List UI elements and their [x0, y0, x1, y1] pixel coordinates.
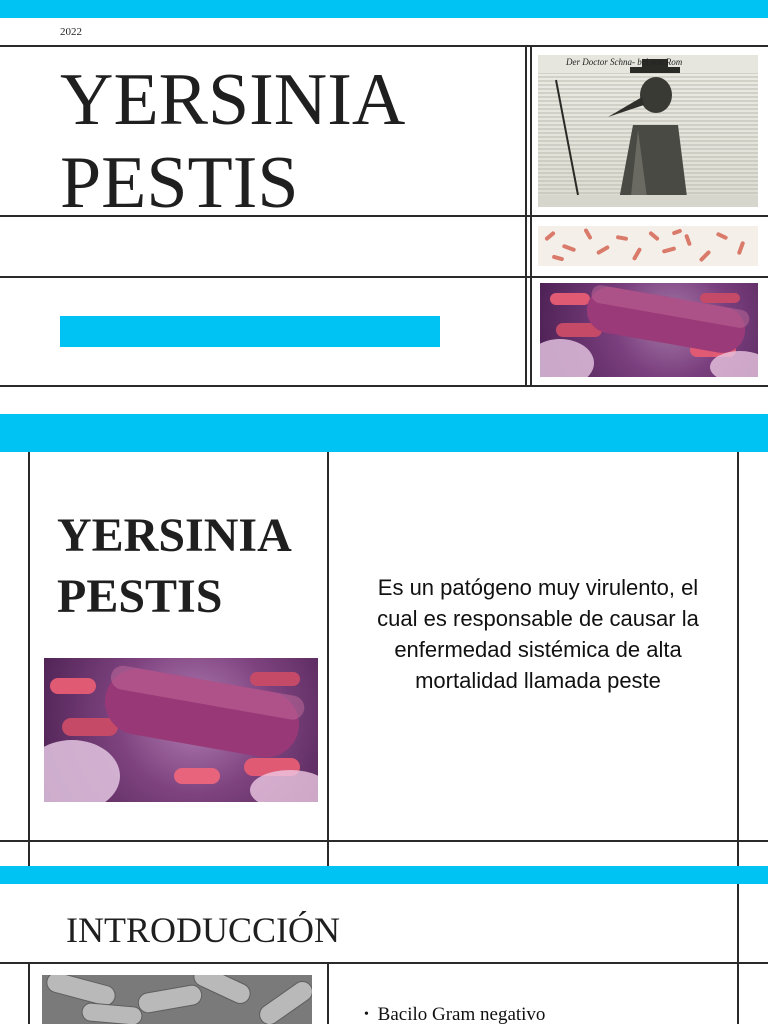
grid-line — [525, 45, 527, 387]
grid-line — [327, 840, 329, 868]
grid-line — [28, 840, 30, 868]
bullet-list — [364, 1004, 545, 1026]
slide-title-line1: YERSINIA — [60, 59, 406, 141]
top-accent-bar — [0, 866, 768, 884]
engraving-caption: Der Doctor Schna- bel von Rom — [566, 57, 683, 67]
grid-line — [0, 45, 768, 47]
grid-line — [28, 452, 30, 854]
grid-line — [0, 385, 768, 387]
section-title: INTRODUCCIÓN — [66, 910, 340, 950]
grid-line — [327, 962, 329, 1024]
slide-3 — [0, 840, 768, 1024]
sem-bacteria-image — [42, 975, 312, 1024]
bacteria-3d-image — [44, 658, 318, 802]
bullet-item: Bacilo Gram negativo — [377, 1004, 546, 1025]
grid-line — [737, 452, 739, 854]
bacteria-3d-image — [540, 283, 758, 377]
slide-title-line2: PESTIS — [60, 142, 299, 224]
description-text: Es un patógeno muy virulento, el cual es responsable de causar la enfermedad sistémica de alta mortalidad llamada peste — [377, 575, 699, 693]
slide-2 — [0, 414, 768, 854]
bacteria-strip-image — [538, 226, 758, 266]
bullet-marker: • — [364, 1007, 369, 1022]
grid-line — [0, 276, 768, 278]
grid-line — [327, 452, 329, 854]
slide-title-line2: PESTIS — [57, 570, 223, 623]
top-accent-bar — [0, 414, 768, 452]
slide-1 — [0, 0, 768, 395]
plague-doctor-image — [538, 55, 758, 207]
grid-line — [530, 45, 532, 387]
grid-line — [0, 962, 768, 964]
grid-line — [28, 962, 30, 1024]
slide-title-line1: YERSINIA — [57, 509, 292, 562]
year-label: 2022 — [60, 26, 82, 38]
top-accent-bar — [0, 0, 768, 18]
subtitle-accent-bar — [60, 316, 440, 347]
